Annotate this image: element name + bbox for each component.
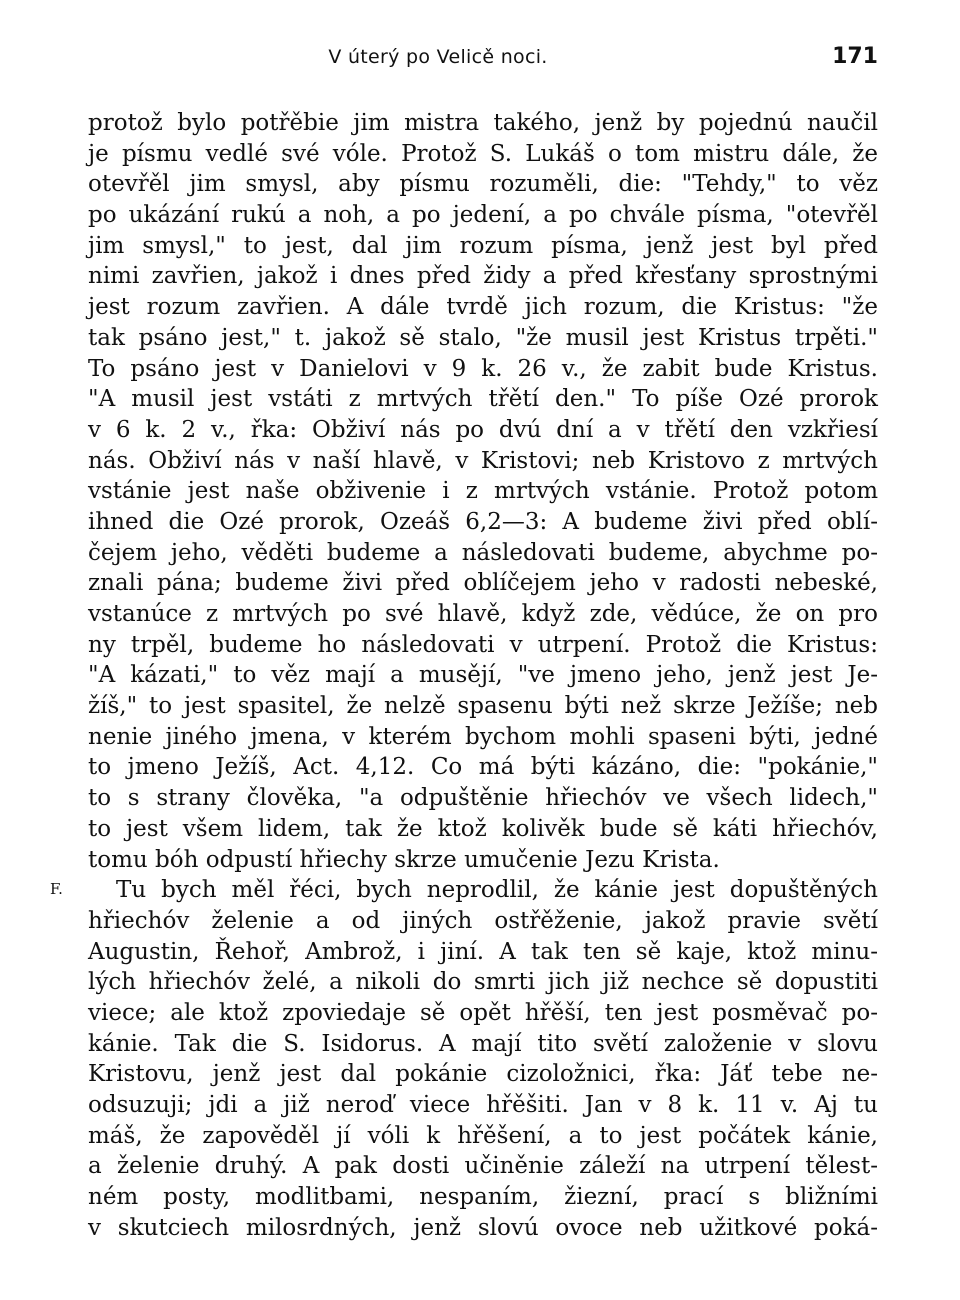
- text-line: čejem jeho, věděti budeme a následovati budeme, abychme po-: [88, 539, 878, 566]
- text-line: otevřěl jim smysl, aby písmu rozuměli, die: "Tehdy," to věz: [88, 171, 878, 198]
- body-text: [88, 108, 878, 1243]
- text-line: odsuzuji; jdi a již neroď viece hřěšiti. Jan v 8 k. 11 v. Aj tu: [88, 1092, 878, 1118]
- text-line: znali pána; budeme živi před oblíčejem jeho v radosti nebeské,: [88, 570, 878, 597]
- text-line: viece; ale ktož zpoviedaje sě opět hřěší, ten jest posměvač po-: [88, 999, 878, 1026]
- text-line: ném posty, modlitbami, nespaním, žiezní, prací s bližními: [88, 1184, 878, 1211]
- text-line: a želenie druhý. A pak dosti učiněnie záleží na utrpení tělest-: [88, 1153, 878, 1180]
- text-line: jest rozum zavřien. A dále tvrdě jich rozum, die Kristus: "že: [88, 294, 878, 321]
- running-title: V úterý po Velicě noci.: [328, 46, 548, 68]
- text-line: po ukázání rukú a noh, a po jedení, a po chvále písma, "otevřěl: [88, 202, 878, 229]
- text-line: máš, že zapověděl jí vóli k hřěšení, a to jest počátek kánie,: [88, 1122, 878, 1149]
- text-line: v 6 k. 2 v., řka: Obživí nás po dvú dní a v třětí den vzkřiesí: [88, 416, 878, 443]
- text-line: to jest všem lidem, tak že ktož kolivěk bude sě káti hřiechóv,: [88, 815, 878, 842]
- text-line: To psáno jest v Danielovi v 9 k. 26 v., že zabit bude Kristus.: [88, 355, 878, 382]
- text-line: žíš," to jest spasitel, že nelzě spasenu býti než skrze Ježíše; neb: [88, 693, 878, 720]
- running-head: [88, 42, 878, 78]
- text-line: kánie. Tak die S. Isidorus. A mají tito světí založenie v slovu: [88, 1030, 878, 1057]
- text-line: protož bylo potřěbie jim mistra takého, jenž by pojednú naučil: [88, 110, 878, 136]
- text-line: to jmeno Ježíš, Act. 4,12. Co má býti kázáno, die: "pokánie,": [88, 754, 878, 781]
- text-line: "A kázati," to věz mají a musějí, "ve jmeno jeho, jenž jest Je-: [88, 662, 878, 689]
- margin-note: F.: [50, 880, 63, 898]
- text-line: ny trpěl, budeme ho následovati v utrpení. Protož die Kristus:: [88, 631, 878, 658]
- text-line: nás. Obživí nás v naší hlavě, v Kristovi; neb Kristovo z mrtvých: [88, 447, 878, 474]
- text-line: to s strany člověka, "a odpuštěnie hřiechóv ve všech lidech,": [88, 785, 878, 812]
- text-line: Augustin, Řehoř, Ambrož, i jiní. A tak ten sě kaje, ktož minu-: [88, 938, 878, 965]
- text-line: jim smysl," to jest, dal jim rozum písma, jenž jest byl před: [88, 232, 878, 259]
- paragraph-end-line: tomu bóh odpustí hřiechy skrze umučenie Jezu Krista.: [88, 846, 720, 873]
- text-line: vstanúce z mrtvých po své hlavě, když zde, vědúce, že on pro: [88, 601, 878, 627]
- text-line: v skutciech milosrdných, jenž slovú ovoce neb užitkové poká-: [88, 1214, 878, 1241]
- text-line: nenie jiného jmena, v kterém bychom mohli spaseni býti, jedné: [88, 723, 878, 750]
- text-line: nimi zavřien, jakož i dnes před židy a před křesťany sprostnými: [88, 263, 878, 290]
- text-line: tak psáno jest," t. jakož sě stalo, "že musil jest Kristus trpěti.": [88, 324, 878, 351]
- text-line: vstánie jest naše obživenie i z mrtvých vstánie. Protož potom: [88, 478, 878, 505]
- text-line: hřiechóv želenie a od jiných ostřěženie, jakož pravie světí: [88, 907, 878, 934]
- paragraph-start-line: Tu bych měl řéci, bych neprodlil, že kánie jest dopuštěných: [116, 877, 878, 904]
- text-line: "A musil jest vstáti z mrtvých třětí den." To píše Ozé prorok: [88, 386, 878, 413]
- page-number: 171: [832, 44, 878, 69]
- text-line: ihned die Ozé prorok, Ozeáš 6,2—3: A budeme živi před oblí-: [88, 508, 878, 535]
- text-line: je písmu vedlé své vóle. Protož S. Lukáš o tom mistru dále, že: [88, 140, 878, 167]
- text-line: Kristovu, jenž jest dal pokánie cizoložnici, řka: Jáť tebe ne-: [88, 1061, 878, 1088]
- text-line: lých hřiechóv želé, a nikoli do smrti jich již nechce sě dopustiti: [88, 969, 878, 996]
